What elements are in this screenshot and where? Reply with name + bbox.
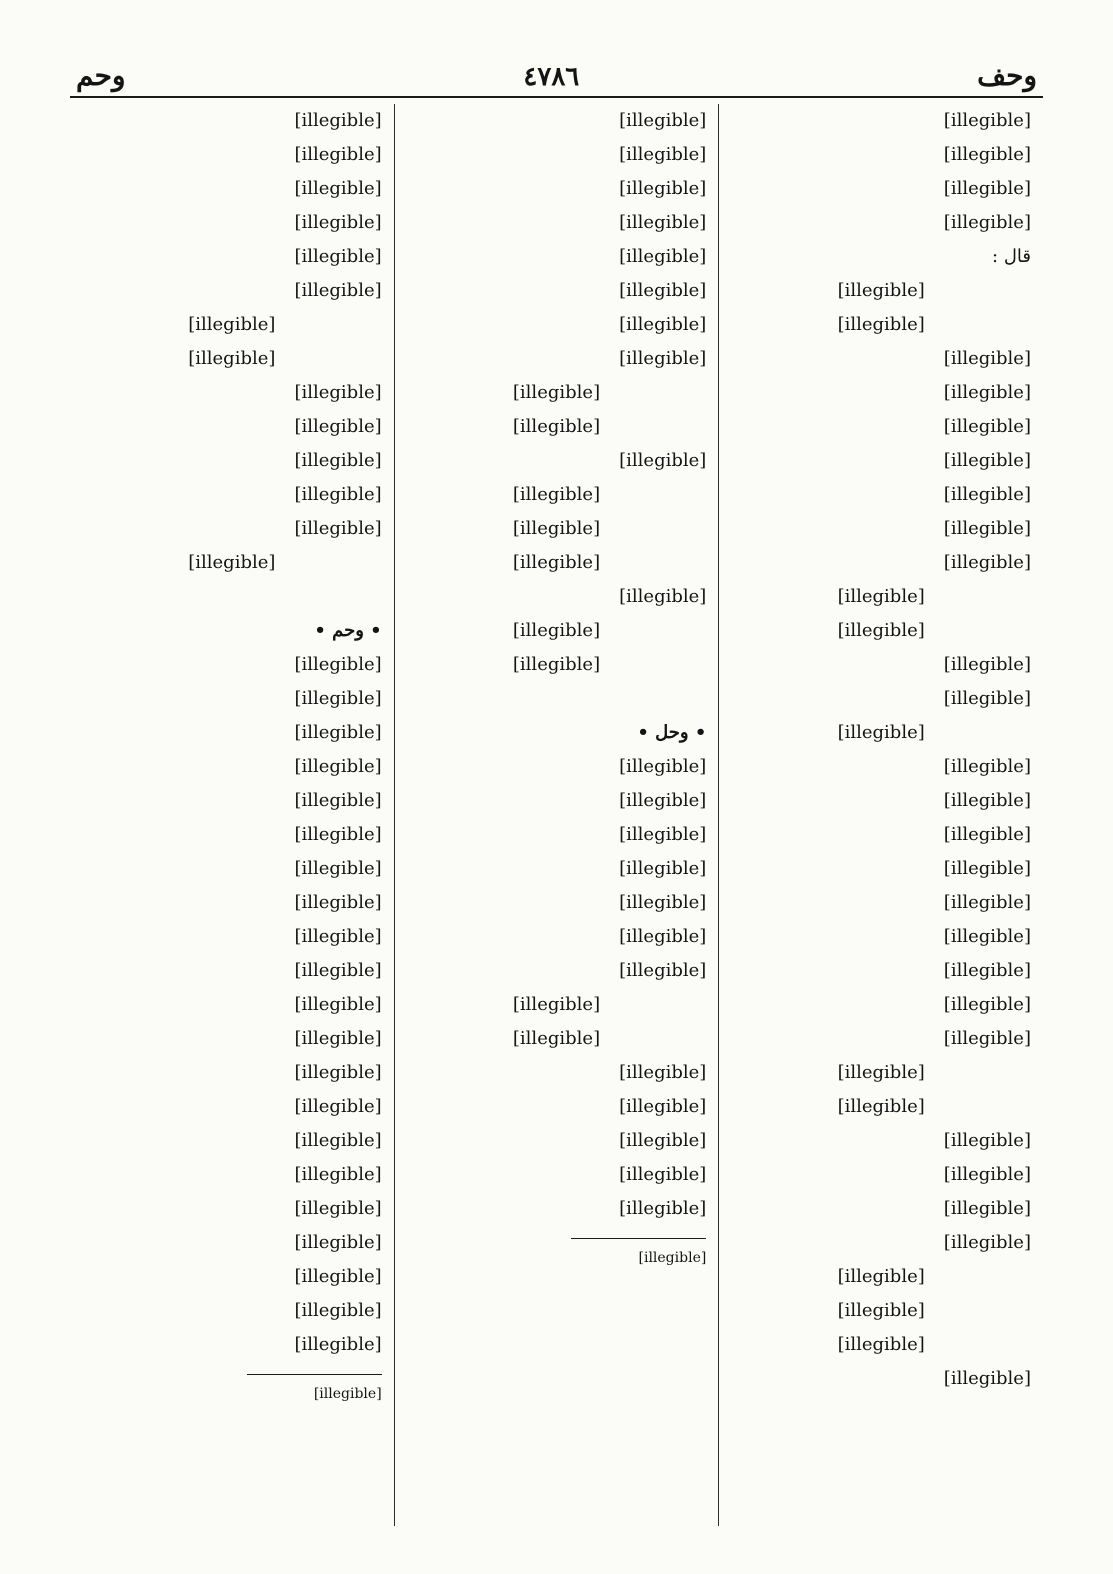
text-line: [illegible] [294, 246, 382, 267]
text-line: [illegible] [619, 178, 707, 199]
text-line: [illegible] [294, 110, 382, 131]
text-line: [illegible] [943, 654, 1031, 675]
verse-line: [illegible] [837, 1266, 925, 1287]
text-line: [illegible] [943, 212, 1031, 233]
text-line: [illegible] [943, 144, 1031, 165]
verse-line: [illegible] [188, 552, 276, 573]
text-line: [illegible] [294, 1266, 382, 1287]
text-line: [illegible] [943, 552, 1031, 573]
text-line: [illegible] [294, 892, 382, 913]
text-line: [illegible] [294, 756, 382, 777]
text-line: [illegible] [294, 280, 382, 301]
text-line: [illegible] [294, 960, 382, 981]
text-line: [illegible] [619, 314, 707, 335]
verse-line: [illegible] [837, 1062, 925, 1083]
text-line [407, 682, 707, 716]
text-line: [illegible] [619, 858, 707, 879]
text-line: [illegible] [294, 722, 382, 743]
text-line: [illegible] [294, 1300, 382, 1321]
verse-line: [illegible] [837, 1334, 925, 1355]
text-line: [illegible] [619, 144, 707, 165]
text-line: [illegible] [619, 450, 707, 471]
text-line: [illegible] [294, 790, 382, 811]
text-line: [illegible] [619, 824, 707, 845]
text-line: [illegible] [943, 892, 1031, 913]
text-line: [illegible] [619, 348, 707, 369]
running-head-right: وحف [977, 59, 1037, 92]
text-line: [illegible] [294, 926, 382, 947]
footnote-rule [247, 1374, 382, 1375]
text-line: [illegible] [294, 1062, 382, 1083]
text-line: [illegible] [294, 654, 382, 675]
text-line: [illegible] [619, 960, 707, 981]
text-line: [illegible] [619, 280, 707, 301]
text-line: [illegible] [294, 688, 382, 709]
verse-line: [illegible] [837, 620, 925, 641]
text-line: [illegible] [294, 1232, 382, 1253]
text-line: [illegible] [294, 518, 382, 539]
text-line: [illegible] [943, 688, 1031, 709]
text-line: [illegible] [294, 382, 382, 403]
text-line: [illegible] [943, 960, 1031, 981]
text-line: [illegible] [294, 1198, 382, 1219]
page-header [70, 52, 1043, 98]
text-line: [illegible] [294, 144, 382, 165]
column-left [70, 104, 395, 1526]
text-line: قال : [992, 246, 1031, 267]
verse-line: [illegible] [188, 314, 276, 335]
text-line: [illegible] [943, 382, 1031, 403]
text-line: [illegible] [619, 1130, 707, 1151]
text-line: [illegible] [294, 416, 382, 437]
text-line: [illegible] [619, 756, 707, 777]
text-line: [illegible] [943, 348, 1031, 369]
text-line: [illegible] [943, 1028, 1031, 1049]
verse-line: [illegible] [512, 382, 601, 403]
text-line: [illegible] [943, 416, 1031, 437]
column-right [719, 104, 1043, 1526]
verse-line: [illegible] [837, 314, 925, 335]
footnote: [illegible] [313, 1386, 382, 1402]
text-line: [illegible] [943, 110, 1031, 131]
text-line: [illegible] [294, 1130, 382, 1151]
text-line: [illegible] [294, 212, 382, 233]
verse-line: [illegible] [512, 654, 601, 675]
text-line: [illegible] [294, 1096, 382, 1117]
entry-heading: • وحل • [637, 722, 707, 743]
verse-line: [illegible] [512, 484, 601, 505]
text-line: [illegible] [294, 994, 382, 1015]
text-line: [illegible] [294, 824, 382, 845]
verse-line: [illegible] [837, 280, 925, 301]
text-line: [illegible] [943, 178, 1031, 199]
text-line: [illegible] [619, 586, 707, 607]
entry-heading: • وحم • [314, 620, 382, 641]
column-middle [395, 104, 720, 1526]
text-line: [illegible] [943, 858, 1031, 879]
text-columns [70, 104, 1043, 1526]
footnote: [illegible] [638, 1250, 707, 1266]
text-line: [illegible] [619, 1062, 707, 1083]
text-line: [illegible] [943, 1368, 1031, 1389]
verse-line: [illegible] [837, 1300, 925, 1321]
text-line: [illegible] [943, 824, 1031, 845]
text-line: [illegible] [294, 484, 382, 505]
verse-line: [illegible] [512, 994, 601, 1015]
verse-line: [illegible] [512, 552, 601, 573]
text-line: [illegible] [943, 518, 1031, 539]
text-line: [illegible] [943, 1164, 1031, 1185]
text-line: [illegible] [943, 484, 1031, 505]
verse-line: [illegible] [512, 620, 601, 641]
text-line: [illegible] [619, 246, 707, 267]
text-line: [illegible] [294, 450, 382, 471]
text-line [82, 580, 382, 614]
text-line: [illegible] [619, 110, 707, 131]
text-line: [illegible] [943, 1130, 1031, 1151]
verse-line: [illegible] [188, 348, 276, 369]
text-line: [illegible] [943, 926, 1031, 947]
page-number: ٤٧٨٦ [523, 62, 580, 92]
text-line: [illegible] [619, 790, 707, 811]
text-line: [illegible] [943, 790, 1031, 811]
text-line: [illegible] [619, 1096, 707, 1117]
footnote-rule [571, 1238, 706, 1239]
text-line: [illegible] [943, 1232, 1031, 1253]
text-line: [illegible] [943, 450, 1031, 471]
verse-line: [illegible] [512, 518, 601, 539]
text-line: [illegible] [619, 892, 707, 913]
text-line: [illegible] [619, 1164, 707, 1185]
text-line: [illegible] [943, 1198, 1031, 1219]
text-line: [illegible] [294, 1028, 382, 1049]
running-head-left: وحم [76, 59, 126, 92]
text-line: [illegible] [619, 1198, 707, 1219]
verse-line: [illegible] [512, 416, 601, 437]
text-line: [illegible] [294, 858, 382, 879]
verse-line: [illegible] [837, 586, 925, 607]
text-line: [illegible] [294, 1334, 382, 1355]
text-line: [illegible] [943, 756, 1031, 777]
verse-line: [illegible] [512, 1028, 601, 1049]
verse-line: [illegible] [837, 722, 925, 743]
text-line: [illegible] [294, 178, 382, 199]
verse-line: [illegible] [837, 1096, 925, 1117]
text-line: [illegible] [619, 926, 707, 947]
text-line: [illegible] [943, 994, 1031, 1015]
text-line: [illegible] [619, 212, 707, 233]
text-line: [illegible] [294, 1164, 382, 1185]
